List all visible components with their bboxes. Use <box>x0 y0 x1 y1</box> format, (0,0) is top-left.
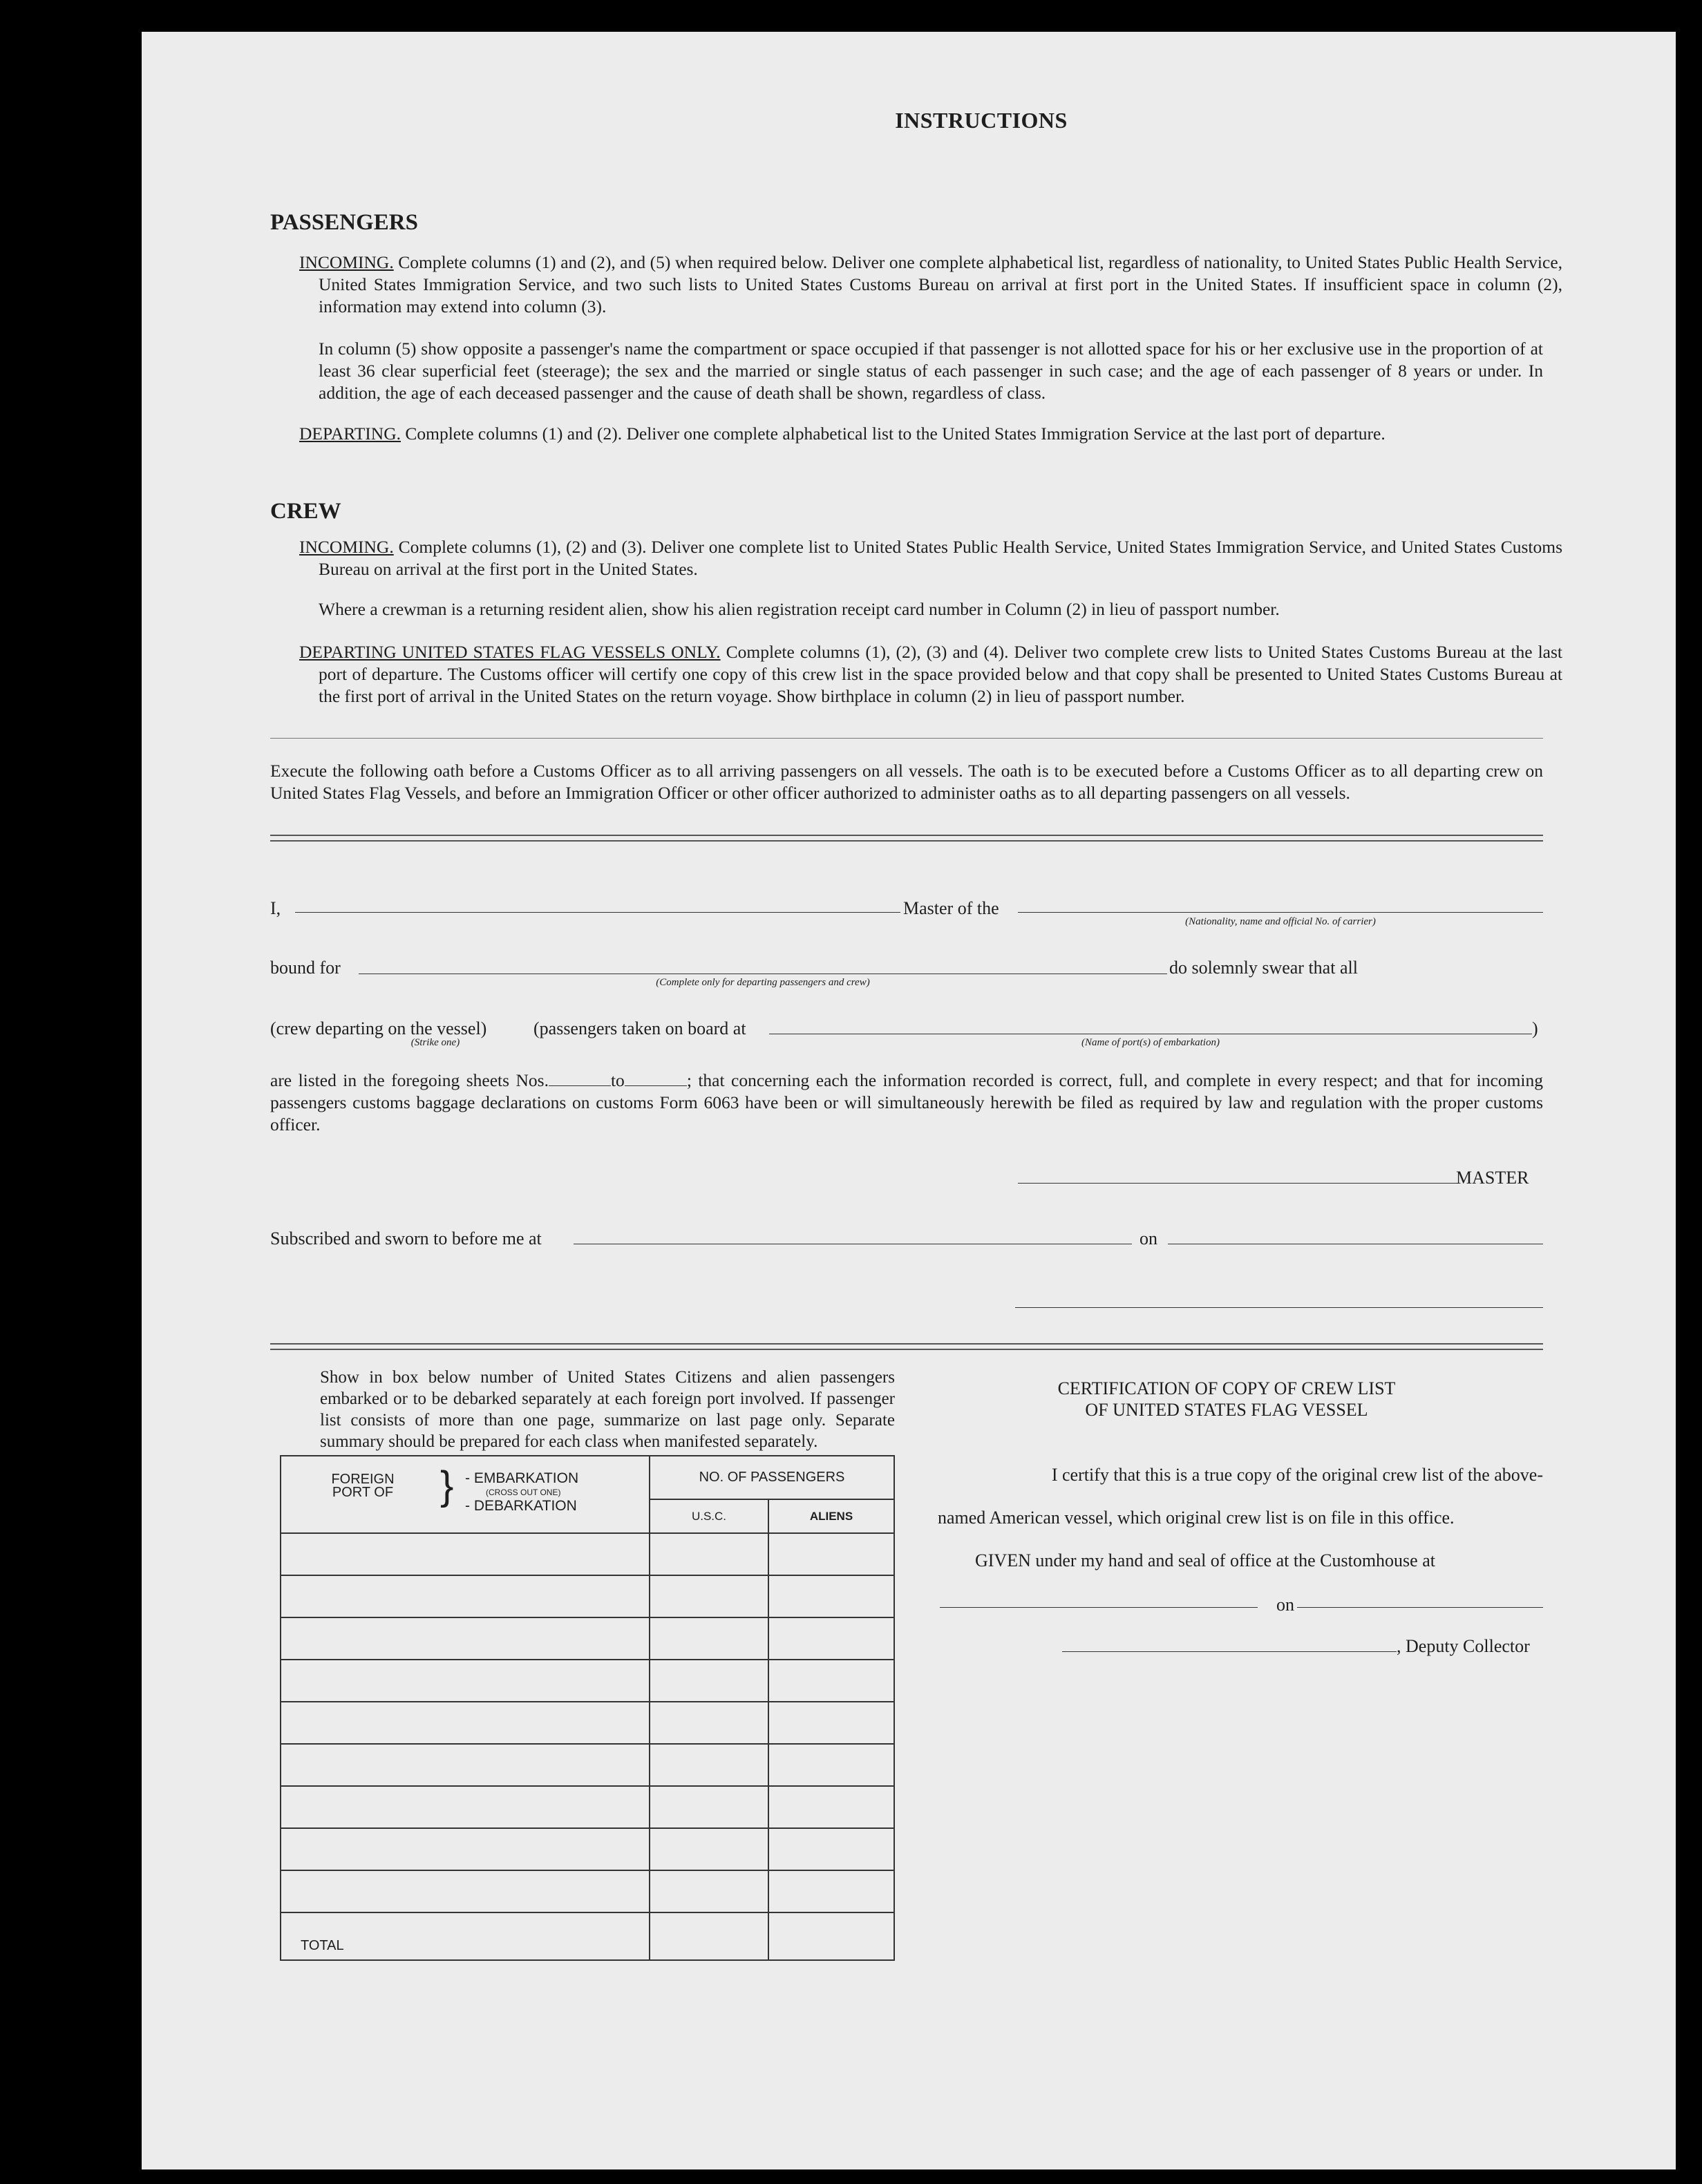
crew-departing-text: Complete columns (1), (2), (3) and (4). Deliver two complete crew lists to United States Customs Bureau at the last port of departure. The Customs officer will certify one copy of this crew list in the space provided below and that copy shall be presented to United States Customs Bureau at the first port of arrival in the United States on the return voyage. Show birthplace in column (2) in lieu of passport number. <box>319 642 1562 706</box>
section-divider <box>270 738 1543 739</box>
sheet-to-field[interactable] <box>625 1070 687 1086</box>
passengers-incoming-label: INCOMING. <box>299 252 394 272</box>
port-cell[interactable] <box>281 1702 650 1744</box>
close-paren: ) <box>1532 1018 1538 1038</box>
listed-sheets-label: are listed in the foregoing sheets Nos. <box>270 1070 549 1090</box>
port-cell[interactable] <box>281 1575 650 1617</box>
carrier-caption: (Nationality, name and official No. of carrier) <box>1185 916 1376 927</box>
passengers-incoming-paragraph <box>299 251 1562 318</box>
cert-date-field[interactable] <box>1297 1607 1543 1608</box>
oath-intro-paragraph: Execute the following oath before a Customs Officer as to all arriving passengers on all vessels. The oath is to be executed before a Customs Officer as to all departing crew on United States Flag Vessels, and before an Immigration Officer or other officer authorized to administer oaths as to all departing passengers on all vessels. <box>270 761 1543 803</box>
passengers-departing-text: Complete columns (1) and (2). Deliver one complete alphabetical list to the United States Immigration Service at the last port of departure. <box>405 424 1386 444</box>
aliens-cell[interactable] <box>768 1533 894 1575</box>
crew-departing-label: DEPARTING UNITED STATES FLAG VESSELS ONLY. <box>299 642 721 662</box>
no-of-passengers-header: NO. OF PASSENGERS <box>650 1456 894 1499</box>
foreign-port-header <box>281 1456 650 1533</box>
passengers-departing-paragraph <box>299 423 1562 445</box>
double-rule-lower <box>270 1343 1543 1350</box>
cert-on-label: on <box>1276 1595 1294 1615</box>
master-label: MASTER <box>1456 1168 1529 1188</box>
table-row <box>281 1870 894 1912</box>
crew-departing-paragraph <box>299 641 1562 708</box>
usc-total-cell[interactable] <box>650 1912 768 1960</box>
oath-i-label: I, <box>270 898 281 918</box>
total-label: TOTAL <box>281 1912 650 1960</box>
subscribed-label: Subscribed and sworn to before me at <box>270 1228 542 1248</box>
aliens-cell[interactable] <box>768 1660 894 1702</box>
debarkation-label[interactable]: - DEBARKATION <box>465 1498 577 1514</box>
usc-cell[interactable] <box>650 1575 768 1617</box>
master-of-the-label: Master of the <box>903 898 999 918</box>
bound-for-caption: (Complete only for departing passengers and crew) <box>656 977 870 988</box>
cross-out-label: (CROSS OUT ONE) <box>486 1488 561 1497</box>
port-cell[interactable] <box>281 1533 650 1575</box>
usc-cell[interactable] <box>650 1702 768 1744</box>
brace-icon: } <box>440 1463 454 1508</box>
certify-line1: I certify that this is a true copy of the original crew list of the above- <box>1051 1465 1543 1485</box>
crew-resident-paragraph: Where a crewman is a returning resident alien, show his alien registration receipt card number in Column (2) in lieu of passport number. <box>319 599 1280 619</box>
sheet-from-field[interactable] <box>549 1070 611 1086</box>
listed-sheets-paragraph <box>270 1070 1543 1136</box>
usc-cell[interactable] <box>650 1786 768 1828</box>
subscribed-on-label: on <box>1140 1228 1157 1248</box>
usc-cell[interactable] <box>650 1870 768 1912</box>
carrier-field[interactable] <box>1018 912 1543 913</box>
usc-cell[interactable] <box>650 1828 768 1870</box>
certification-title <box>943 1378 1510 1421</box>
aliens-cell[interactable] <box>768 1617 894 1660</box>
swear-label: do solemnly swear that all <box>1169 958 1358 978</box>
summary-instructions: Show in box below number of United States Citizens and alien passengers embarked or to be debarked separately at each foreign port involved. If passenger list consists of more than one page, summarize on last page only. Separate summary should be prepared for each class when manifested separately. <box>320 1368 895 1451</box>
port-cell[interactable] <box>281 1828 650 1870</box>
port-cell[interactable] <box>281 1786 650 1828</box>
total-row <box>281 1912 894 1960</box>
certification-title-line2: OF UNITED STATES FLAG VESSEL <box>1085 1400 1368 1420</box>
table-row <box>281 1575 894 1617</box>
aliens-cell[interactable] <box>768 1744 894 1786</box>
embarkation-label[interactable]: - EMBARKATION <box>465 1470 579 1486</box>
foreign-port-of-label: FOREIGN PORT OF <box>331 1472 395 1500</box>
master-signature-line[interactable] <box>1018 1183 1459 1184</box>
aliens-cell[interactable] <box>768 1702 894 1744</box>
certification-title-line1: CERTIFICATION OF COPY OF CREW LIST <box>1057 1378 1396 1398</box>
master-name-field[interactable] <box>295 912 900 913</box>
officer-signature-line[interactable] <box>1015 1307 1543 1308</box>
strike-one-caption: (Strike one) <box>410 1037 460 1048</box>
table-row <box>281 1702 894 1744</box>
crew-incoming-paragraph <box>299 536 1562 580</box>
aliens-total-cell[interactable] <box>768 1912 894 1960</box>
crew-departing-option[interactable]: (crew departing on the vessel) <box>270 1018 487 1038</box>
passengers-taken-option[interactable]: (passengers taken on board at <box>533 1018 746 1038</box>
given-line: GIVEN under my hand and seal of office at the Customhouse at <box>975 1550 1435 1570</box>
aliens-cell[interactable] <box>768 1786 894 1828</box>
table-row <box>281 1617 894 1660</box>
aliens-cell[interactable] <box>768 1828 894 1870</box>
document-page <box>142 32 1676 2169</box>
table-row <box>281 1533 894 1575</box>
double-rule <box>270 835 1543 842</box>
crew-heading: CREW <box>270 499 341 524</box>
customhouse-field[interactable] <box>940 1607 1258 1608</box>
port-cell[interactable] <box>281 1660 650 1702</box>
passengers-heading: PASSENGERS <box>270 210 418 235</box>
table-row <box>281 1786 894 1828</box>
port-cell[interactable] <box>281 1870 650 1912</box>
deputy-collector-label: , Deputy Collector <box>1397 1636 1530 1656</box>
usc-header: U.S.C. <box>650 1499 768 1533</box>
certify-line2: named American vessel, which original crew list is on file in this office. <box>938 1508 1455 1528</box>
table-row <box>281 1744 894 1786</box>
aliens-cell[interactable] <box>768 1870 894 1912</box>
crew-incoming-text: Complete columns (1), (2) and (3). Deliver one complete list to United States Public Health Service, United States Immigration Service, and United States Customs Bureau on arrival at the first port in the United States. <box>319 537 1563 579</box>
usc-cell[interactable] <box>650 1660 768 1702</box>
port-cell[interactable] <box>281 1617 650 1660</box>
deputy-signature-line[interactable] <box>1062 1651 1397 1652</box>
passengers-incoming-text: Complete columns (1) and (2), and (5) when required below. Deliver one complete alphabetical list, regardless of nationality, to United States Public Health Service, United States Immigration Service, and two such lists to United States Customs Bureau on arrival at first port in the United States. If insufficient space in column (2), information may extend into column (3). <box>319 252 1563 316</box>
passengers-column5-paragraph: In column (5) show opposite a passenger's name the compartment or space occupied if that passenger is not allotted space for his or her exclusive use in the proportion of at least 36 clear superficial feet (steerage); the sex and the married or single status of each passenger in such case; and the age of each passenger of 8 years or under. In addition, the age of each deceased passenger and the cause of death shall be shown, regardless of class. <box>319 339 1543 403</box>
usc-cell[interactable] <box>650 1744 768 1786</box>
passenger-summary-table <box>280 1455 895 1961</box>
crew-incoming-label: INCOMING. <box>299 537 394 557</box>
page-title: INSTRUCTIONS <box>895 108 1068 133</box>
usc-cell[interactable] <box>650 1617 768 1660</box>
table-row <box>281 1660 894 1702</box>
listed-sheets-text: ; that concerning each the information recorded is correct, full, and complete in every respect; and that for incoming passengers customs baggage declarations on customs Form 6063 have been or will simultaneously herewith be filed as required by law and regulation with the proper customs officer. <box>270 1070 1543 1134</box>
passengers-departing-label: DEPARTING. <box>299 424 401 444</box>
bound-for-label: bound for <box>270 958 341 978</box>
port-caption: (Name of port(s) of embarkation) <box>1081 1037 1220 1048</box>
usc-cell[interactable] <box>650 1533 768 1575</box>
listed-to-label: to <box>610 1070 625 1090</box>
port-cell[interactable] <box>281 1744 650 1786</box>
aliens-header: ALIENS <box>768 1499 894 1533</box>
aliens-cell[interactable] <box>768 1575 894 1617</box>
table-row <box>281 1828 894 1870</box>
